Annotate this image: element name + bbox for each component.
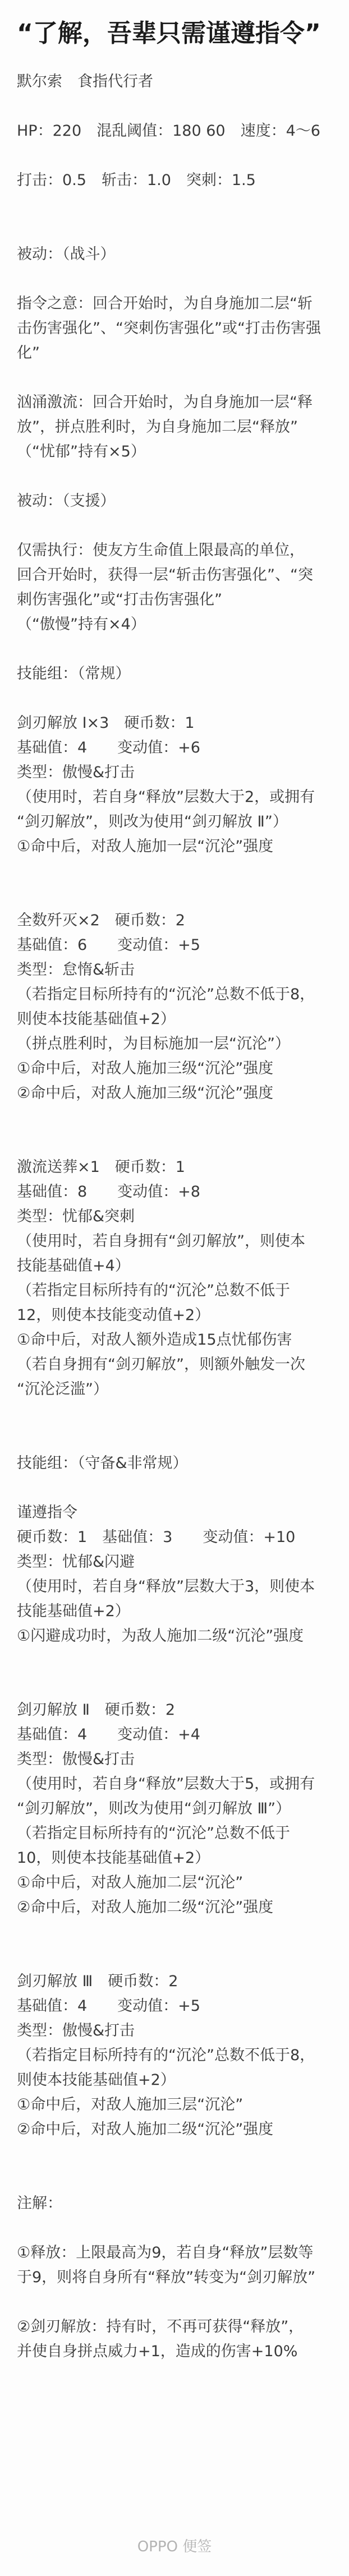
note-title: “了解，吾辈只需谨遵指令” <box>17 19 321 48</box>
note-line: 技能组：（守备&非常规） <box>17 1455 188 1472</box>
note-line: 打击：0.5 斩击：1.0 突刺：1.5 <box>17 172 256 189</box>
note-line: 基础值：8 变动值：+8 <box>17 1183 200 1201</box>
note-line: 全数歼灭×2 硬币数：2 <box>17 912 185 929</box>
note-line: ①命中后，对敌人施加二层“沉沦” <box>17 1874 244 1891</box>
note-line: 技能基础值+4） <box>17 1257 130 1275</box>
note-line: （拼点胜利时，为目标施加一层“沉沦”） <box>17 1035 290 1052</box>
note-line: ②剑刃解放：持有时，不再可获得“释放”， <box>17 2318 304 2335</box>
note-line: 被动：（战斗） <box>17 246 116 263</box>
note-line: 默尔索 食指代行者 <box>17 73 153 90</box>
note-line: （“忧郁”持有×5） <box>17 443 146 460</box>
note-line: 化” <box>17 344 40 362</box>
note-line: 则使本技能基础值+2） <box>17 2071 176 2089</box>
note-line: 汹涌激流：回合开始时，为自身施加一层“释 <box>17 394 313 411</box>
note-line: （若指定目标所持有的“沉沦”总数不低于 <box>17 1282 290 1299</box>
note-line: 硬币数：1 基础值：3 变动值：+10 <box>17 1529 296 1546</box>
note-line: （使用时，若自身拥有“剑刃解放”，则使本 <box>17 1232 305 1250</box>
note-line: 剑刃解放 Ⅱ 硬币数：2 <box>17 1701 176 1719</box>
note-line: 激流送葬×1 硬币数：1 <box>17 1158 185 1176</box>
note-line: 击伤害强化”、“突刺伤害强化”或“打击伤害强 <box>17 320 321 337</box>
app-watermark: OPPO 便签 <box>137 2538 212 2555</box>
note-line: 回合开始时，获得一层“斩击伤害强化”、“突 <box>17 566 313 584</box>
note-line: 类型：忧郁&闪避 <box>17 1553 135 1571</box>
note-line: 类型：傲慢&打击 <box>17 2022 135 2039</box>
note-line: 类型：傲慢&打击 <box>17 764 135 781</box>
note-line: ①命中后，对敌人施加三层“沉沦” <box>17 2096 244 2113</box>
note-line: （使用时，若自身“释放”层数大于3，则使本 <box>17 1578 315 1595</box>
note-line: 仅需执行：使友方生命值上限最高的单位， <box>17 542 305 559</box>
note-line: HP：220 混乱阈值：180 60 速度：4～6 <box>17 122 320 140</box>
note-line: ①命中后，对敌人施加三级“沉沦”强度 <box>17 1060 274 1077</box>
note-line: 类型：忧郁&突刺 <box>17 1208 135 1225</box>
note-line: ①释放：上限最高为9，若自身“释放”层数等 <box>17 2244 314 2261</box>
note-line: 刺伤害强化”或“打击伤害强化” <box>17 591 222 608</box>
note-line: 12，则使本技能变动值+2） <box>17 1307 210 1324</box>
note-line: 则使本技能基础值+2） <box>17 1010 176 1028</box>
note-line: （“傲慢”持有×4） <box>17 616 146 633</box>
note-line: “剑刃解放”，则改为使用“剑刃解放 Ⅱ”） <box>17 813 288 830</box>
note-line: （若自身拥有“剑刃解放”，则额外触发一次 <box>17 1356 305 1373</box>
note-line: 技能基础值+2） <box>17 1603 130 1620</box>
note-line: ②命中后，对敌人施加二级“沉沦”强度 <box>17 2121 274 2138</box>
note-line: “沉沦泛滥”） <box>17 1381 108 1398</box>
note-line: （若指定目标所持有的“沉沦”总数不低于8， <box>17 2047 315 2064</box>
note-line: ①命中后，对敌人施加一层“沉沦”强度 <box>17 838 274 855</box>
note-line: 基础值：4 变动值：+4 <box>17 1726 200 1743</box>
note-line: （若指定目标所持有的“沉沦”总数不低于 <box>17 1825 290 1842</box>
note-line: 剑刃解放 Ⅲ 硬币数：2 <box>17 1973 178 1990</box>
note-line: ②命中后，对敌人施加二级“沉沦”强度 <box>17 1899 274 1916</box>
note-line: 被动：（支援） <box>17 492 116 510</box>
note-line: （若指定目标所持有的“沉沦”总数不低于8， <box>17 986 315 1003</box>
note-line: 类型：怠惰&斩击 <box>17 961 135 978</box>
note-line: （使用时，若自身“释放”层数大于2，或拥有 <box>17 788 315 806</box>
note-line: “剑刃解放”，则改为使用“剑刃解放 Ⅲ”） <box>17 1800 291 1817</box>
note-line: 基础值：4 变动值：+6 <box>17 739 200 756</box>
note-line: 放”，拼点胜利时，为自身施加二层“释放” <box>17 418 298 436</box>
note-line: 基础值：6 变动值：+5 <box>17 936 200 954</box>
note-line: 于9，则将自身所有“释放”转变为“剑刃解放” <box>17 2269 316 2286</box>
note-line: 技能组：（常规） <box>17 665 131 682</box>
note-line: 基础值：4 变动值：+5 <box>17 1997 200 2015</box>
note-line: 并使自身拼点威力+1，造成的伤害+10% <box>17 2343 298 2360</box>
note-line: 类型：傲慢&打击 <box>17 1751 135 1768</box>
note-line: ①闪避成功时，为敌人施加二级“沉沦”强度 <box>17 1627 304 1645</box>
note-line: 谨遵指令 <box>17 1504 77 1521</box>
note-line: （使用时，若自身“释放”层数大于5，或拥有 <box>17 1775 315 1793</box>
note-line: 10，则使本技能基础值+2） <box>17 1849 210 1867</box>
note-line: ②命中后，对敌人施加三级“沉沦”强度 <box>17 1084 274 1102</box>
note-line: ①命中后，对敌人额外造成15点忧郁伤害 <box>17 1331 292 1349</box>
note-line: 注解： <box>17 2195 62 2212</box>
note-line: 剑刃解放 Ⅰ×3 硬币数：1 <box>17 714 195 732</box>
note-line: 指令之意：回合开始时，为自身施加二层“斩 <box>17 295 313 312</box>
